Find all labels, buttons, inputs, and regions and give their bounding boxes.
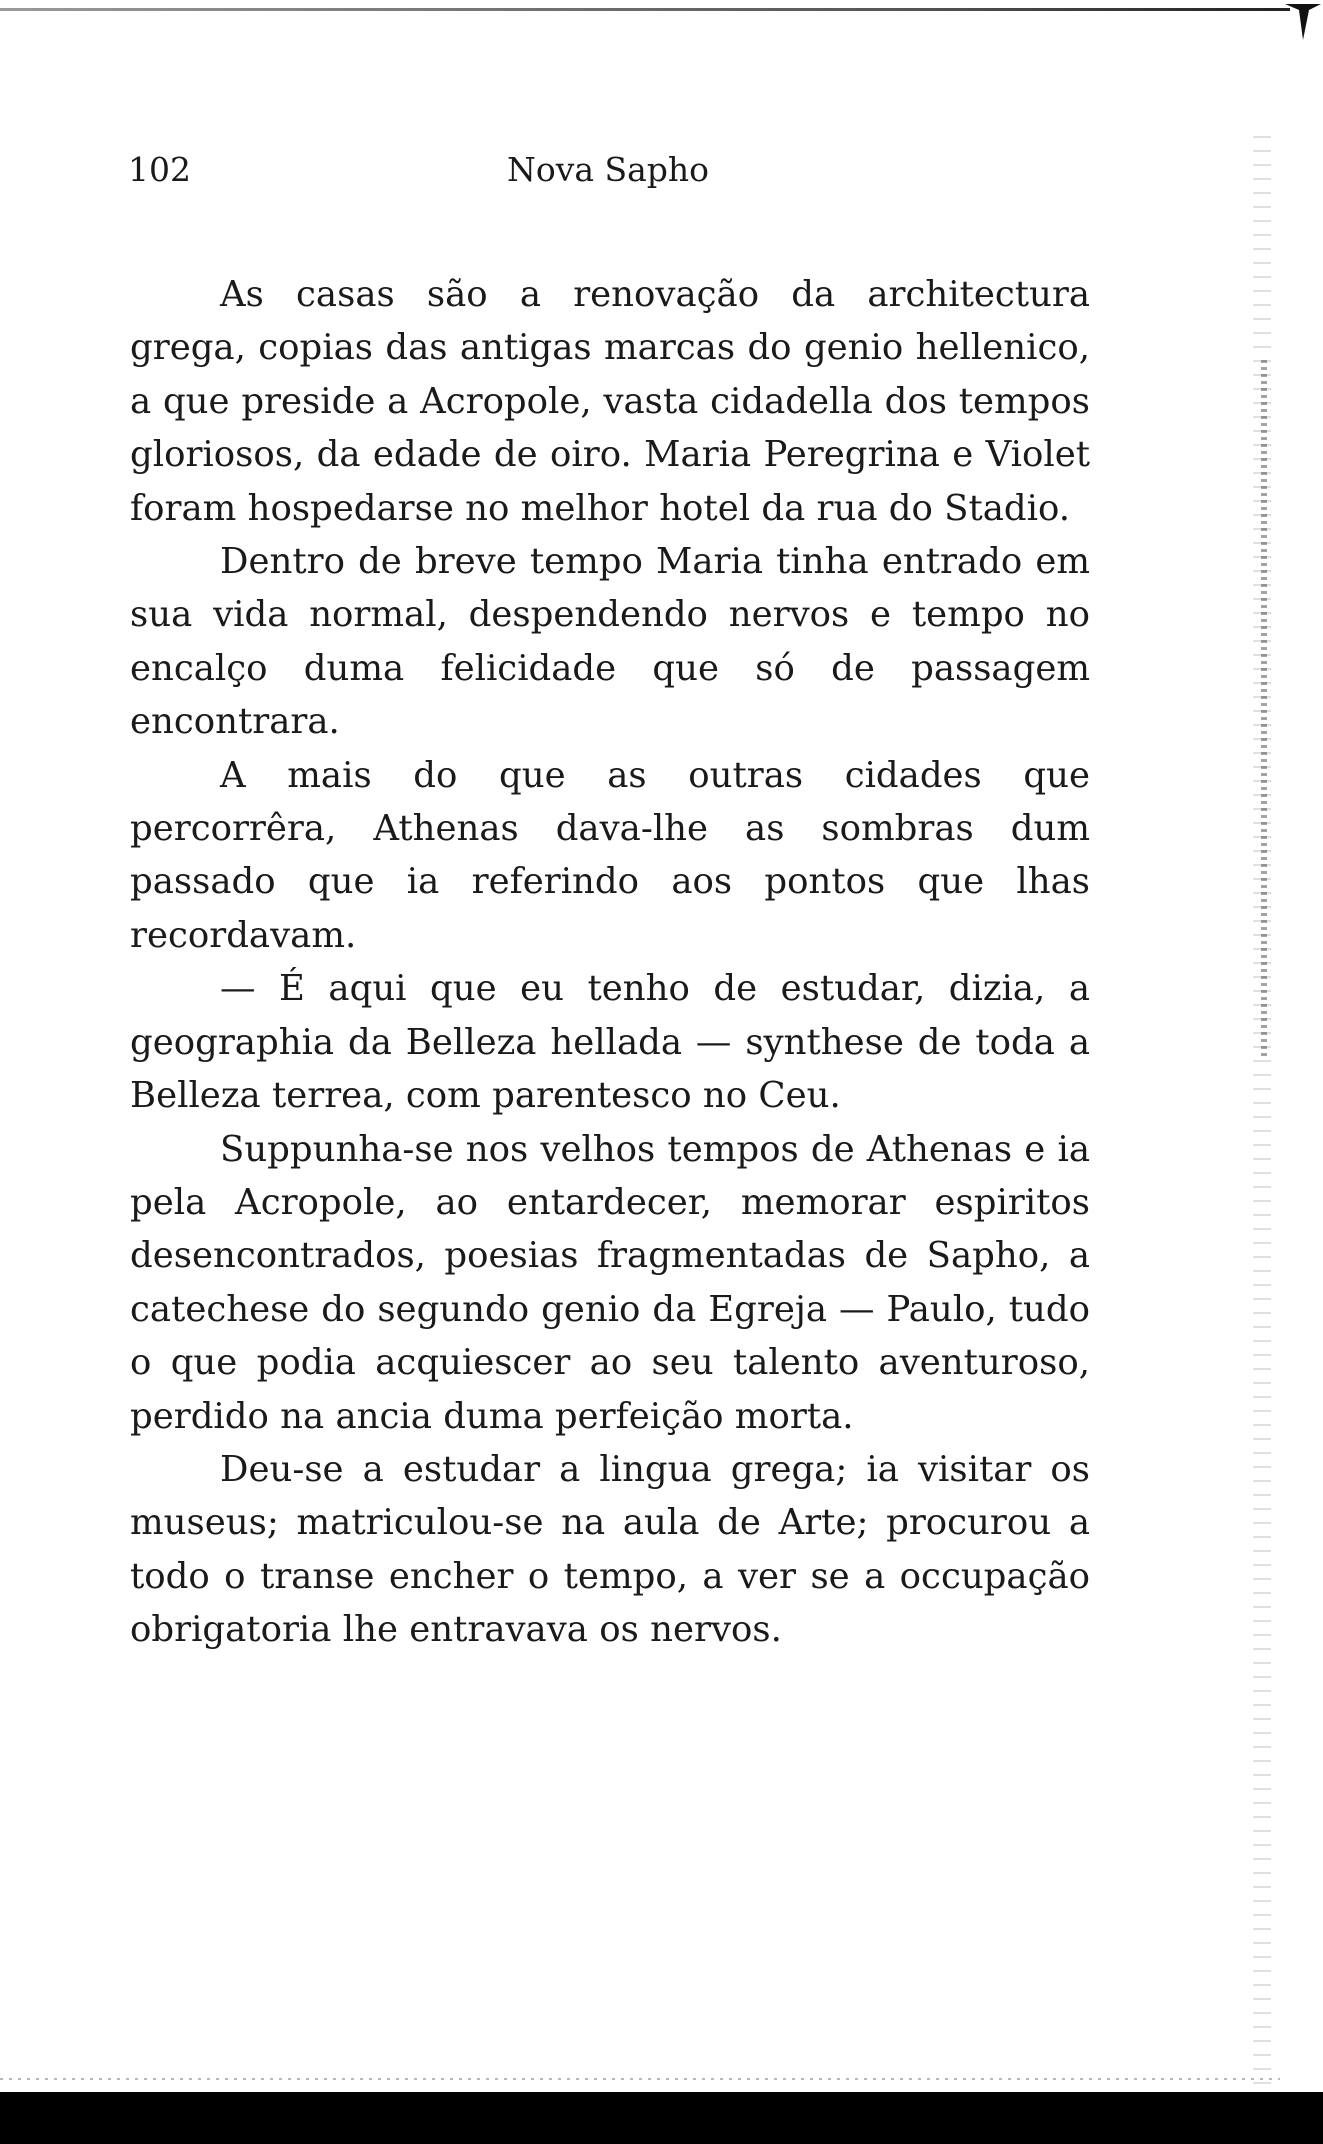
page-header [128,150,1088,200]
running-title: Nova Sapho [506,150,710,189]
paragraph: — É aqui que eu tenho de estudar, dizia, a geographia da Belleza hellada — synthese de toda a Belleza terrea, com parentesco no Ceu. [130,968,1090,1117]
scan-bottom-band [0,2092,1323,2144]
body-text [130,268,1090,1657]
page-number: 102 [128,150,191,189]
scan-bottom-noise [0,2078,1280,2080]
paragraph: Dentro de breve tempo Maria tinha entrado em sua vida normal, despendendo nervos e tempo no encalço duma felicidade que só de passagem encontrara. [130,541,1090,743]
paragraph: Deu-se a estudar a lingua grega; ia visitar os museus; matriculou-se na aula de Arte; procurou a todo o transe encher o tempo, a ver se a occupação obrigatoria lhe entravava os nervos. [130,1448,1090,1651]
paragraph: As casas são a renovação da architectura grega, copias das antigas marcas do genio hellenico, a que preside a Acropole, vasta cidadella dos tempos gloriosos, da edade de oiro. Maria Peregrina e Violet foram hospedarse no melhor hotel da rua do Stadio. [130,274,1090,529]
binding-shadow-dark [1261,360,1267,1060]
scan-top-edge [0,8,1290,11]
page-corner-mark-icon [1283,0,1323,40]
paragraph: A mais do que as outras cidades que percorrêra, Athenas dava-lhe as sombras dum passado que ia referindo aos pontos que lhas recordavam. [130,754,1090,956]
paragraph: Suppunha-se nos velhos tempos de Athenas e ia pela Acropole, ao entardecer, memorar espiritos desencontrados, poesias fragmentadas de Sapho, a catechese do segundo genio da Egreja — Paulo, tudo o que podia acquiescer ao seu talento aventuroso, perdido na ancia duma perfeição morta. [130,1128,1090,1437]
